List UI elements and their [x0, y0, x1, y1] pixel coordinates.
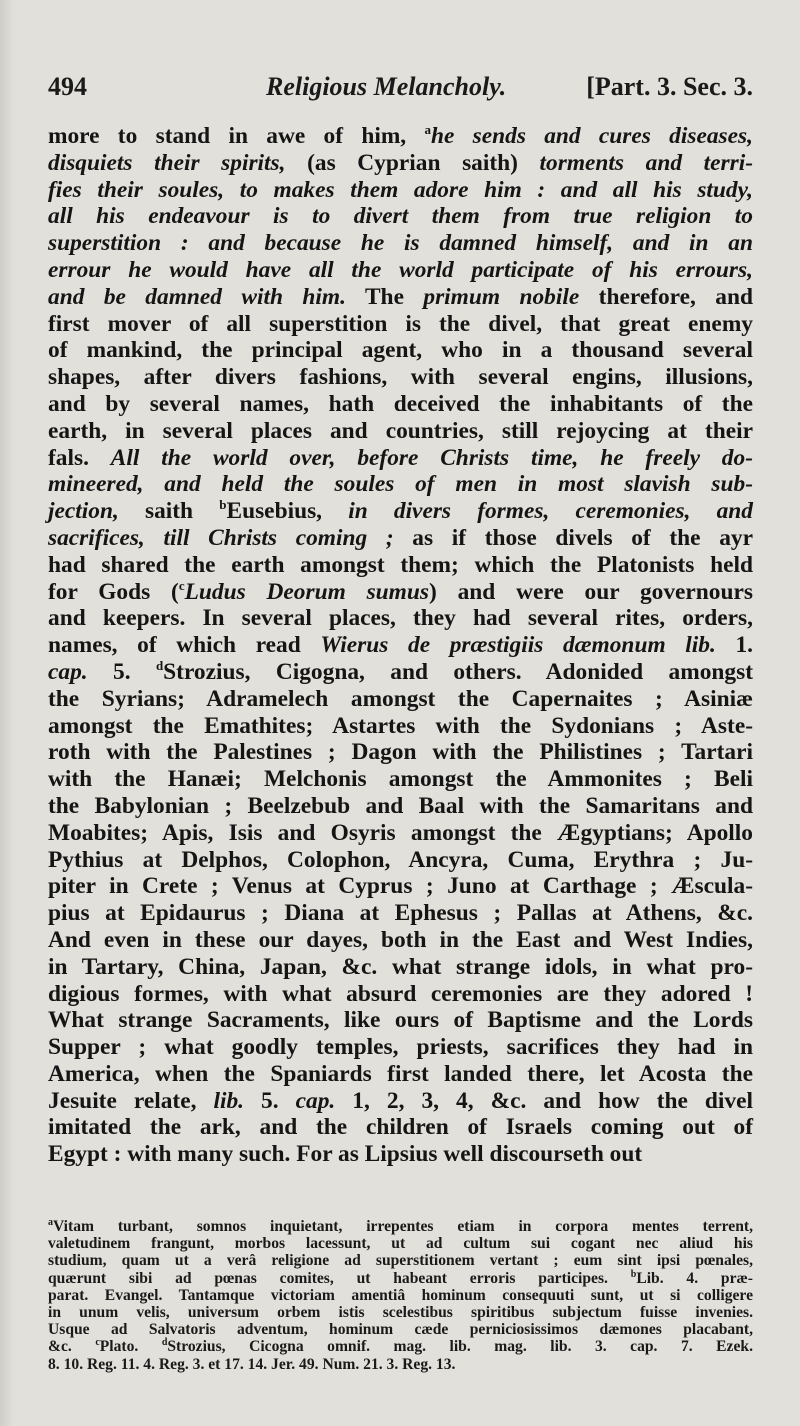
text-run: Pythius at Delphos, Colophon, Ancyra, Cuma, Erythra ; Ju- [48, 846, 753, 873]
italic-text: cap. [295, 1087, 336, 1114]
body-text-line [48, 525, 753, 552]
italic-text: sacrifices, till Christs coming ; [48, 524, 394, 551]
text-run: 5. [244, 1087, 296, 1114]
running-title: Religious Melancholy. [266, 72, 507, 101]
italic-text: errour he would have all the world participate of his errours, [48, 256, 753, 283]
text-run: digious formes, with what absurd ceremonies are they adored ! [48, 980, 753, 1007]
text-run: first mover of all superstition is the divel, that great enemy [48, 310, 753, 337]
text-run: Supper ; what goodly temples, priests, sacrifices they had in [48, 1034, 753, 1061]
italic-text: jection, [48, 498, 119, 525]
text-run: Plato. [99, 1338, 162, 1356]
italic-text: disquiets their spirits, [48, 149, 286, 176]
text-run: therefore, and [579, 283, 753, 310]
body-text-line [48, 391, 753, 418]
text-run: in Tartary, China, Japan, &c. what strange idols, in what pro- [48, 953, 753, 980]
body-text-line [48, 445, 753, 472]
body-text-line [48, 364, 753, 391]
footnote-marker: b [630, 1268, 637, 1280]
text-run: parat. Evangel. Tantamque victoriam amentiâ hominum consequuti sunt, ut si colligere [48, 1286, 753, 1304]
body-text-line [48, 1007, 753, 1034]
footnote-line [48, 1252, 753, 1269]
text-run: shapes, after divers fashions, with several engins, illusions, [48, 364, 753, 391]
section-marker: [Part. 3. Sec. 3. [586, 72, 753, 101]
body-text-line [48, 900, 753, 927]
body-text-line [48, 847, 753, 874]
body-text-line [48, 471, 753, 498]
italic-text: All the world over, before Christs time, he freely do- [110, 444, 753, 471]
text-run: Jesuite relate, [48, 1087, 214, 1114]
italic-text: all his endeavour is to divert them from true religion to [48, 203, 753, 230]
text-run: with the Hanæi; Melchonis amongst the Ammonites ; Beli [48, 766, 753, 793]
footnote-line [48, 1356, 753, 1373]
italic-text: mineered, and held the soules of men in most slavish sub- [48, 471, 753, 498]
body-text-line [48, 873, 753, 900]
text-run: Vitam turbant, somnos inquietant, irrepentes etiam in corpora mentes terrent, [53, 1218, 753, 1235]
italic-text: superstition : and because he is damned himself, and in an [48, 230, 753, 257]
body-text-line [48, 605, 753, 632]
text-run: amongst the Emathites; Astartes with the Sydonians ; Aste- [48, 712, 753, 739]
body-text-line [48, 954, 753, 981]
body-text-line [48, 177, 753, 204]
text-run: &c. [48, 1338, 96, 1356]
text-run: of mankind, the principal agent, who in a thousand several [48, 337, 753, 364]
footnote-marker: a [424, 122, 431, 137]
body-text-line [48, 981, 753, 1008]
text-run: piter in Crete ; Venus at Cyprus ; Juno at Carthage ; Æscula- [48, 873, 753, 900]
body-text-line [48, 552, 753, 579]
body-text-line [48, 739, 753, 766]
text-run: valetudinem frangunt, morbos lacessunt, ut ad cultum sui cogant nec aliud his [48, 1235, 753, 1253]
text-run: names, of which read [48, 632, 321, 659]
body-text-line [48, 686, 753, 713]
body-text-line [48, 579, 753, 606]
italic-text: and be damned with him. [48, 283, 346, 310]
body-text-line [48, 418, 753, 445]
text-run: the Babylonian ; Beelzebub and Baal with the Samaritans and [48, 792, 753, 819]
footnote-marker: d [155, 657, 164, 673]
text-run: pius at Epidaurus ; Diana at Ephesus ; Pallas at Athens, &c. [48, 900, 753, 927]
body-text-line [48, 337, 753, 364]
body-text-line [48, 1088, 753, 1115]
italic-text: cap. [48, 658, 88, 685]
text-run: 1. [715, 632, 754, 659]
footnote-line [48, 1218, 753, 1235]
text-run: more to stand in awe of him, [48, 123, 425, 149]
body-text-line [48, 927, 753, 954]
text-run: in unum velis, universum orbem istis scelestibus spiritibus subjectum fuisse invenies. [48, 1303, 753, 1321]
body-text-line [48, 1034, 753, 1061]
footnotes [48, 1218, 753, 1373]
text-run: and by several names, hath deceived the inhabitants of the [48, 390, 753, 417]
body-text-line [48, 284, 753, 311]
body-text-line [48, 311, 753, 338]
text-run: and keepers. In several places, they had several rites, orders, [48, 605, 753, 632]
italic-text: fies their soules, to makes them adore him : and all his study, [48, 176, 753, 203]
italic-text: primum nobile [423, 283, 580, 310]
text-run: Eusebius, [226, 498, 349, 525]
footnote-line [48, 1287, 753, 1304]
italic-text: he sends and cures diseases, [430, 123, 753, 149]
text-run: And even in these our dayes, both in the East and West Indies, [48, 926, 753, 953]
body-text-line [48, 1114, 753, 1141]
text-run: studium, quam ut a verâ religione ad superstitionem vertant ; eum sint ipsi pœnales, [48, 1252, 753, 1270]
footnote-marker: a [48, 1217, 53, 1228]
text-run: Lib. 4. præ- [636, 1269, 753, 1287]
body-text-line [48, 820, 753, 847]
italic-text: Ludus Deorum sumus [184, 578, 429, 605]
footnote-marker: b [219, 497, 227, 513]
text-run: Strozius, Cicogna omnif. mag. lib. mag. lib. 3. cap. 7. Ezek. [167, 1338, 753, 1356]
text-run: for Gods ( [48, 578, 179, 605]
footnote-line [48, 1235, 753, 1252]
footnote-line [48, 1338, 753, 1355]
body-text-line [48, 230, 753, 257]
body-text-line [48, 659, 753, 686]
body-text-line [48, 498, 753, 525]
body-text-line [48, 257, 753, 284]
body-text-line [48, 1061, 753, 1088]
footnote-line [48, 1304, 753, 1321]
body-text-line [48, 150, 753, 177]
page-number: 494 [48, 72, 87, 101]
text-run: 5. [87, 658, 156, 685]
italic-text: Wierus de præstigiis dæmonum lib. [320, 632, 716, 659]
running-header [48, 72, 753, 112]
body-text [48, 123, 753, 1168]
text-run: imitated the ark, and the children of Israels coming out of [48, 1114, 753, 1141]
body-text-line [48, 1141, 753, 1168]
footnote-marker: c [95, 1337, 100, 1349]
italic-text: torments and terri- [539, 149, 753, 176]
text-run: The [345, 283, 424, 310]
text-run: (as Cyprian saith) [285, 149, 540, 176]
body-text-line [48, 123, 753, 150]
text-run: Moabites; Apis, Isis and Osyris amongst the Ægyptians; Apollo [48, 819, 753, 846]
text-run: Strozius, Cigogna, and others. Adonided amongst [163, 658, 753, 685]
footnote-line [48, 1270, 753, 1287]
text-run: as if those divels of the ayr [393, 524, 753, 551]
footnote-marker: d [161, 1337, 168, 1349]
page-gutter-shadow [0, 0, 14, 1426]
text-run: Usque ad Salvatoris adventum, hominum cæde perniciosissimos dæmones placabant, [48, 1321, 753, 1339]
text-run: 1, 2, 3, 4, &c. and how the divel [335, 1087, 753, 1114]
body-text-line [48, 203, 753, 230]
text-run: roth with the Palestines ; Dagon with the Philistines ; Tartari [48, 739, 753, 766]
text-run: the Syrians; Adramelech amongst the Capernaites ; Asiniæ [48, 685, 753, 712]
body-text-line [48, 793, 753, 820]
text-run: 8. 10. Reg. 11. 4. Reg. 3. et 17. 14. Jer. 49. Num. 21. 3. Reg. 13. [48, 1355, 456, 1373]
body-text-line [48, 713, 753, 740]
footnote-line [48, 1321, 753, 1338]
text-run: quærunt sibi ad pœnas comites, ut habeant erroris participes. [48, 1269, 631, 1287]
footnote-marker: c [178, 577, 185, 593]
text-run: had shared the earth amongst them; which the Platonists held [48, 551, 753, 578]
italic-text: in divers formes, ceremonies, and [348, 498, 753, 525]
text-run: earth, in several places and countries, still rejoycing at their [48, 417, 753, 444]
text-run: fals. [48, 444, 111, 471]
body-text-line [48, 632, 753, 659]
body-text-line [48, 766, 753, 793]
text-run: What strange Sacraments, like ours of Baptisme and the Lords [48, 1007, 753, 1034]
text-run: America, when the Spaniards first landed there, let Acosta the [48, 1060, 753, 1087]
text-run: saith [118, 498, 220, 525]
text-run: ) and were our governours [429, 578, 753, 605]
text-run: Egypt : with many such. For as Lipsius well discourseth out [48, 1141, 643, 1168]
italic-text: lib. [213, 1087, 245, 1114]
